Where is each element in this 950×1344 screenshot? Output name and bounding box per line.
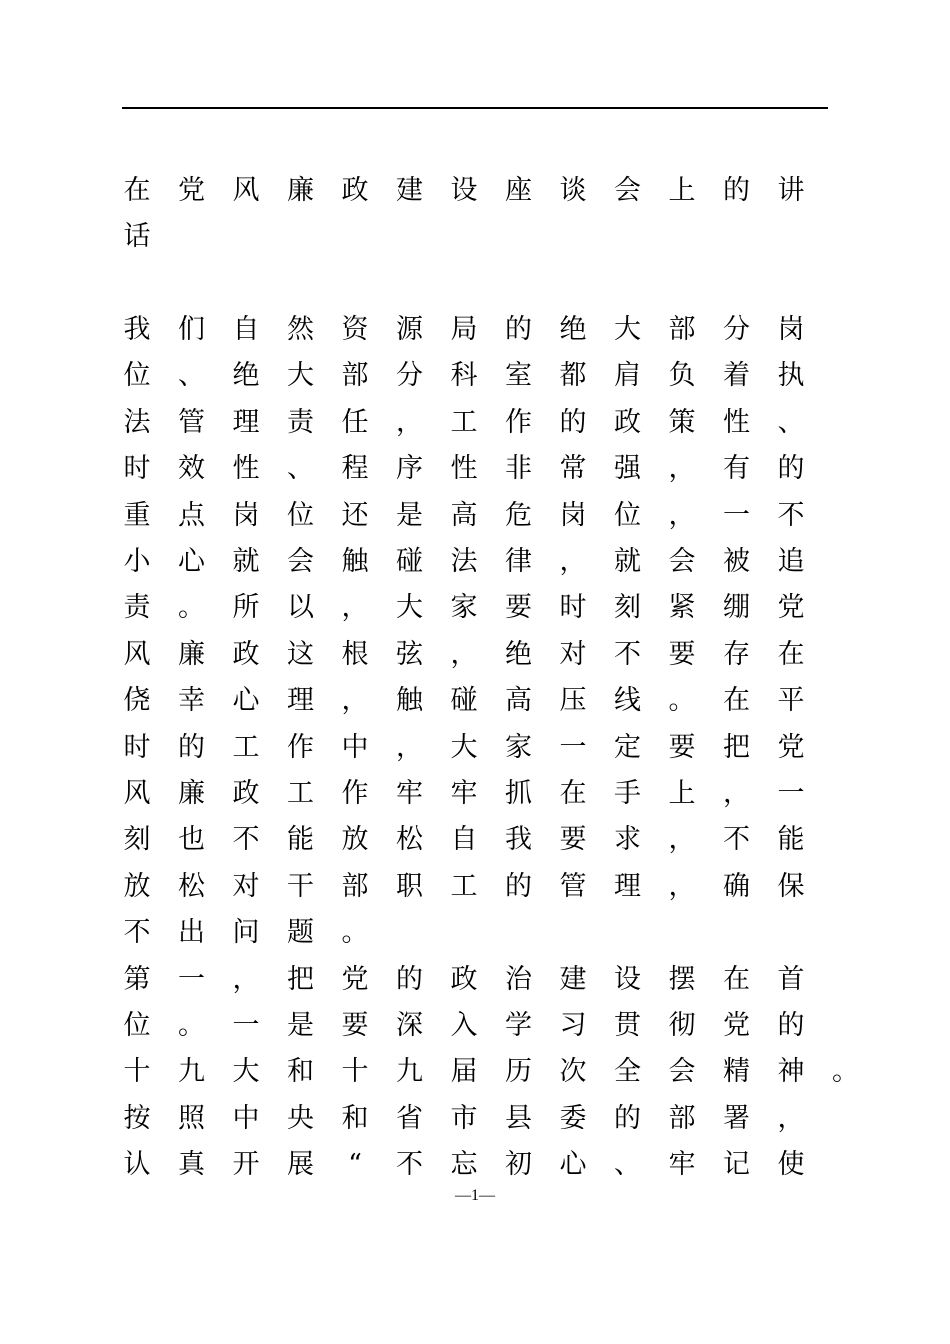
page-number: —1—	[455, 1187, 495, 1204]
header-rule	[122, 107, 828, 109]
